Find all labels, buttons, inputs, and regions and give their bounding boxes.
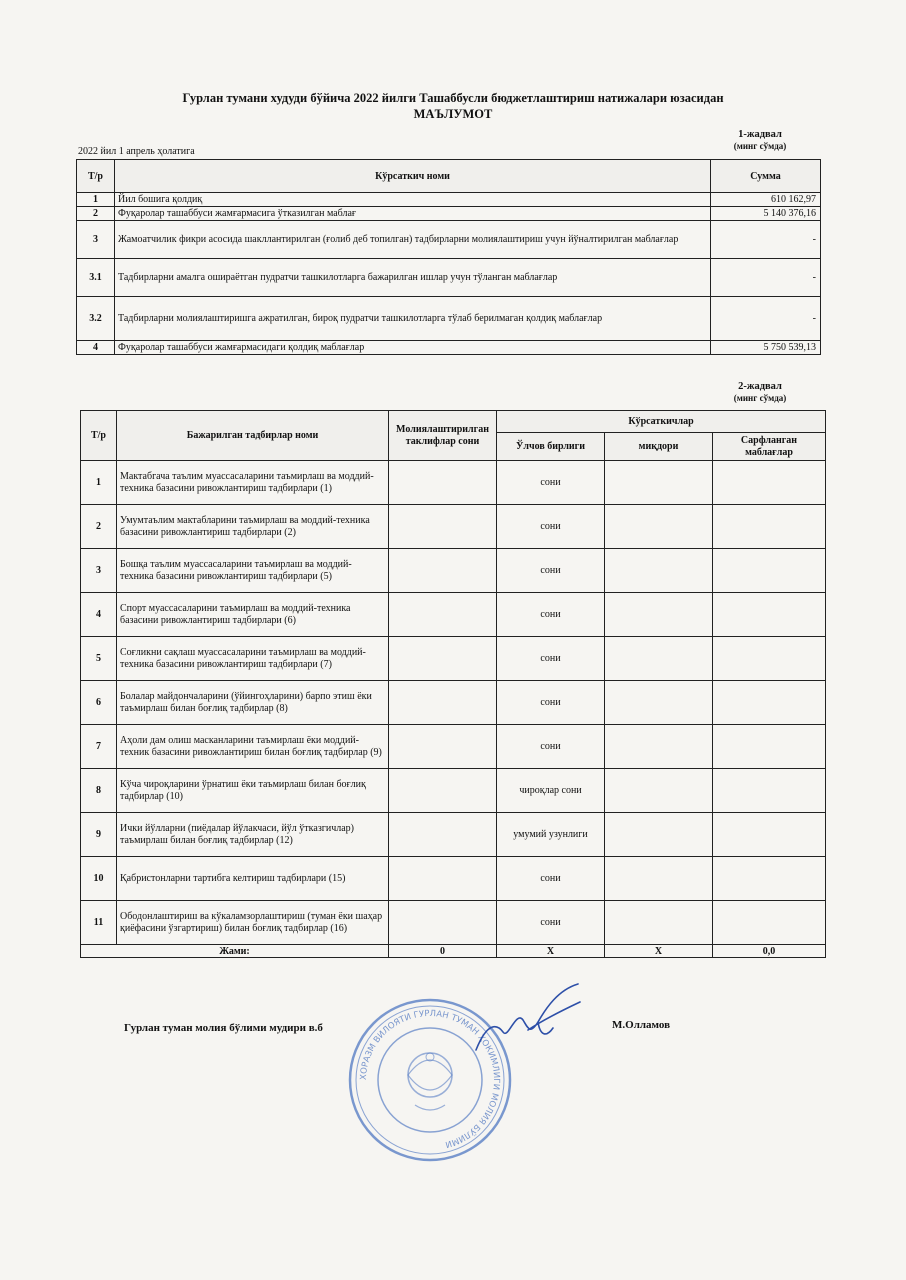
row-name: Тадбирларни молиялаштиришга ажратилган, бироқ пудратчи ташкилотларга тўлаб берилмаган қолдиқ маблағлар [115,297,711,341]
total-spent: 0,0 [713,945,826,958]
row-spent [713,725,826,769]
row-proposals [389,681,497,725]
document-title [80,90,826,122]
row-proposals [389,461,497,505]
row-amount: 5 140 376,16 [711,207,821,221]
row-amount: 610 162,97 [711,193,821,207]
row-name: Мактабгача таълим муассасаларини таъмирлаш ва моддий-техника базасини ривожлантириш тадбирлари (1) [117,461,389,505]
row-name: Тадбирларни амалга оширaётган пудратчи ташкилотларга бажарилган ишлар учун тўланган маблағлар [115,259,711,297]
total-label: Жами: [81,945,389,958]
row-name: Йил бошига қолдиқ [115,193,711,207]
header-spent: Сарфланган маблағлар [713,433,826,461]
table-header-row [81,411,826,433]
row-no: 5 [81,637,117,681]
total-proposals: 0 [389,945,497,958]
row-spent [713,637,826,681]
row-no: 3.2 [77,297,115,341]
row-name: Ички йўлларни (пиёдалар йўлакчаси, йўл ўтказгичлар) таъмирлаш билан боғлиқ тадбирлар (12) [117,813,389,857]
row-spent [713,813,826,857]
row-no: 4 [81,593,117,637]
row-name: Қабристонларни тартибга келтириш тадбирлари (15) [117,857,389,901]
table1-caption: 1-жадвал [738,129,782,140]
row-spent [713,901,826,945]
row-measure: сони [497,461,605,505]
row-proposals [389,549,497,593]
header-no: Т/р [77,160,115,193]
row-amount: 5 750 539,13 [711,341,821,355]
header-no: Т/р [81,411,117,461]
table-row [77,207,821,221]
row-no: 7 [81,725,117,769]
row-spent [713,505,826,549]
total-row [81,945,826,958]
row-quantity [605,637,713,681]
table2-caption: 2-жадвал [738,381,782,392]
row-name: Фуқаролар ташаббуси жамғармасига ўтказилган маблағ [115,207,711,221]
header-quantity: миқдори [605,433,713,461]
row-no: 1 [77,193,115,207]
table2-unit: (минг сўмда) [733,393,787,403]
row-no: 3.1 [77,259,115,297]
header-proposals: Молиялаштирилган таклифлар сони [389,411,497,461]
total-measure: X [497,945,605,958]
row-name: Спорт муассасаларини таъмирлаш ва моддий-техника базасини ривожлантириш тадбирлари (6) [117,593,389,637]
activities-table [80,410,826,958]
row-measure: сони [497,593,605,637]
row-spent [713,681,826,725]
row-name: Умумтаълим мактабларини таъмирлаш ва моддий-техника базасини ривожлантириш тадбирлари (2) [117,505,389,549]
header-indicators: Кўрсаткичлар [497,411,826,433]
row-quantity [605,505,713,549]
row-measure: сони [497,505,605,549]
row-name: Аҳоли дам олиш масканларини таъмирлаш ёки моддий-техник базасини ривожлантириш билан боғлиқ тадбирлар (9) [117,725,389,769]
row-measure: сони [497,857,605,901]
row-quantity [605,769,713,813]
row-no: 1 [81,461,117,505]
summary-table [76,159,821,355]
row-name: Фуқаролар ташаббуси жамғармасидаги қолдиқ маблағлар [115,341,711,355]
header-name: Бажарилган тадбирлар номи [117,411,389,461]
row-no: 2 [81,505,117,549]
title-line-2: МАЪЛУМОТ [413,107,493,121]
row-quantity [605,549,713,593]
row-proposals [389,813,497,857]
row-no: 10 [81,857,117,901]
table-row [81,813,826,857]
header-name: Кўрсаткич номи [115,160,711,193]
table-row [77,221,821,259]
row-spent [713,549,826,593]
signatory-name: М.Олламов [612,1019,671,1031]
row-name: Соғликни сақлаш муассасаларини таъмирлаш ва моддий-техника базасини ривожлантириш тадбирлари (7) [117,637,389,681]
table-row [81,769,826,813]
table-row [77,297,821,341]
row-no: 11 [81,901,117,945]
row-no: 9 [81,813,117,857]
row-spent [713,769,826,813]
table-row [77,193,821,207]
title-line-1: Гурлан тумани худуди бўйича 2022 йилги Ташаббусли бюджетлаштириш натижалари юзасидан [182,91,724,105]
row-measure: сони [497,901,605,945]
row-spent [713,461,826,505]
row-no: 4 [77,341,115,355]
row-amount: - [711,259,821,297]
row-name: Кўча чироқларини ўрнатиш ёки таъмирлаш билан боғлиқ тадбирлар (10) [117,769,389,813]
row-measure: сони [497,681,605,725]
row-amount: - [711,297,821,341]
row-proposals [389,857,497,901]
row-measure: чироқлар сони [497,769,605,813]
row-proposals [389,637,497,681]
table-row [81,857,826,901]
row-measure: умумий узунлиги [497,813,605,857]
row-quantity [605,681,713,725]
row-quantity [605,461,713,505]
row-proposals [389,505,497,549]
row-no: 6 [81,681,117,725]
table-row [81,725,826,769]
row-spent [713,593,826,637]
table-row [77,259,821,297]
row-measure: сони [497,637,605,681]
table-row [81,461,826,505]
row-quantity [605,813,713,857]
table-row [81,593,826,637]
table1-unit: (минг сўмда) [733,141,787,151]
row-name: Жамоатчилик фикри асосида шакллантирилган (ғолиб деб топилган) тадбирларни молиялаштириш учун йўналтирилган маблағлар [115,221,711,259]
row-no: 2 [77,207,115,221]
row-measure: сони [497,549,605,593]
total-quantity: X [605,945,713,958]
row-measure: сони [497,725,605,769]
row-name: Бошқа таълим муассасаларини таъмирлаш ва моддий-техника базасини ривожлантириш тадбирлари (5) [117,549,389,593]
row-quantity [605,857,713,901]
row-proposals [389,593,497,637]
table-header-row [77,160,821,193]
row-spent [713,857,826,901]
table-row [81,637,826,681]
row-name: Ободонлаштириш ва кўкаламзорлаштириш (туман ёки шаҳар қиёфасини ўзгартириш) билан боғлиқ тадбирлар (16) [117,901,389,945]
row-name: Болалар майдончаларини (ўйингоҳларини) барпо этиш ёки таъмирлаш билан боғлиқ тадбирлар (8) [117,681,389,725]
row-quantity [605,901,713,945]
header-amount: Сумма [711,160,821,193]
stamp-ring-text: ХОРАЗМ ВИЛОЯТИ ГУРЛАН ТУМАН ҲОКИМЛИГИ МОЛИЯ БЎЛИМИ [358,1008,502,1150]
table-row [81,505,826,549]
date-note: 2022 йил 1 апрель ҳолатига [78,146,195,157]
table-row [81,549,826,593]
table-row [77,341,821,355]
row-proposals [389,725,497,769]
signatory-position: Гурлан туман молия бўлими мудири в.б [124,1022,323,1034]
header-measure: Ўлчов бирлиги [497,433,605,461]
row-amount: - [711,221,821,259]
table-row [81,901,826,945]
row-no: 8 [81,769,117,813]
row-quantity [605,593,713,637]
row-proposals [389,901,497,945]
signature-mark [468,980,588,1060]
row-proposals [389,769,497,813]
row-no: 3 [81,549,117,593]
row-no: 3 [77,221,115,259]
table-row [81,681,826,725]
row-quantity [605,725,713,769]
